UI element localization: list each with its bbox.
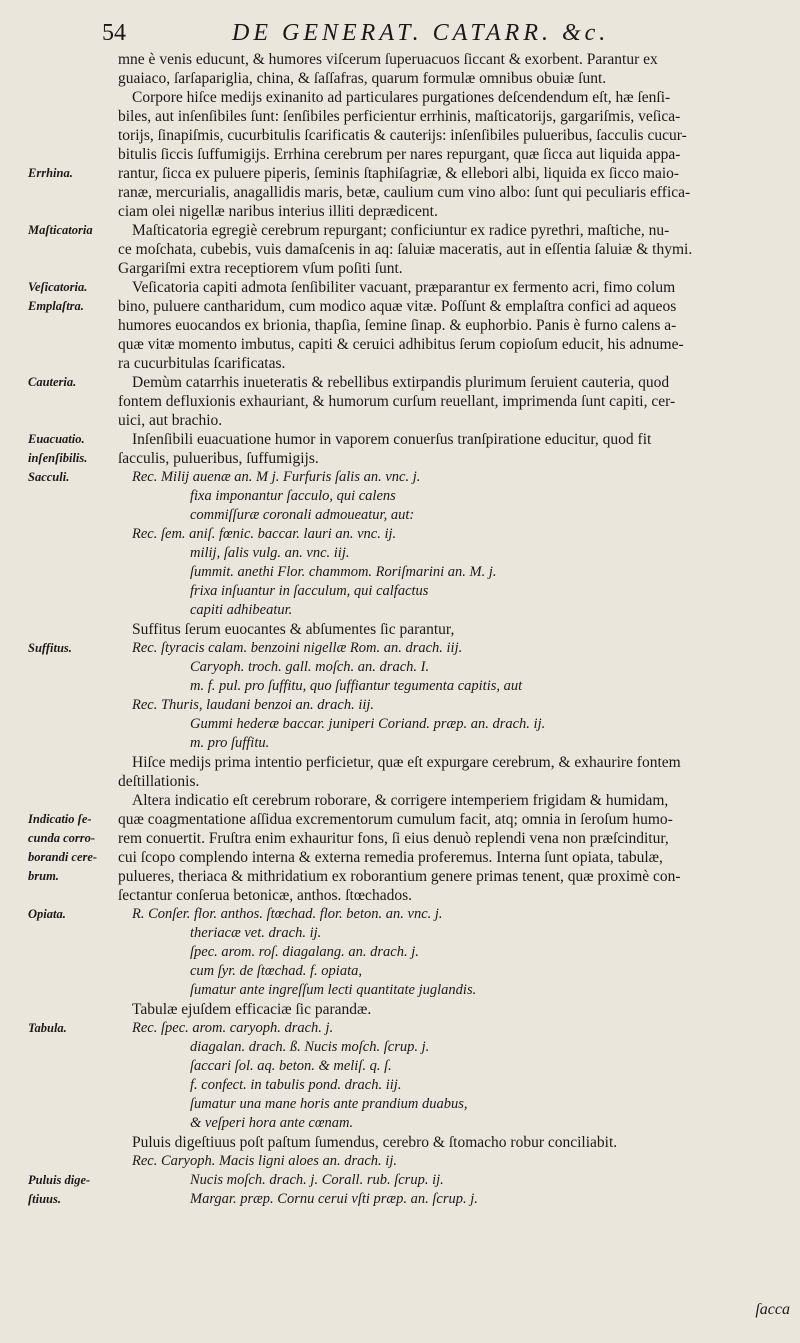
line-text: Rec. ſpec. arom. caryoph. drach. j. — [132, 1020, 334, 1036]
line-text: cui ſcopo complendo interna & externa remedia proferemus. Interna ſunt opiata, tabulæ, — [118, 849, 663, 866]
text-line — [0, 1038, 800, 1057]
line-text: milij, ſalis vulg. an. vnc. iij. — [190, 545, 350, 561]
line-text: Caryoph. troch. gall. moſch. an. drach. I. — [190, 659, 430, 675]
line-text: Corpore hiſce medijs exinanito ad particulares purgationes deſcendendum eſt, hæ ſenſi- — [132, 89, 671, 106]
text-line — [0, 563, 800, 582]
text-line — [0, 981, 800, 1000]
text-line — [0, 335, 800, 354]
line-text: capiti adhibeatur. — [190, 602, 293, 618]
line-text: Demùm catarrhis inueteratis & rebellibus extirpandis plurimum ſeruient cauteria, quod — [132, 374, 670, 391]
text-line — [0, 924, 800, 943]
line-text: rem conuertit. Fruſtra enim exhauritur fons, ſi eius denuò replendi vena non præſcinditur, — [118, 830, 669, 847]
text-line — [0, 753, 800, 772]
text-line — [0, 1133, 800, 1152]
line-text: Rec. ſem. aniſ. fœnic. baccar. lauri an. vnc. ij. — [132, 526, 397, 542]
line-text: Gargariſmi extra receptiorem vſum poſiti ſunt. — [118, 260, 403, 277]
line-text: Margar. præp. Cornu cerui vſti præp. an. ſcrup. j. — [190, 1191, 478, 1207]
line-text: Rec. Caryoph. Macis ligni aloes an. drach. ij. — [132, 1153, 397, 1169]
line-text: Rec. ſtyracis calam. benzoini nigellæ Rom. an. drach. iij. — [132, 640, 463, 656]
line-text: uici, aut brachio. — [118, 412, 223, 429]
text-line — [0, 544, 800, 563]
line-text: f. confect. in tabulis pond. drach. iij. — [190, 1077, 402, 1093]
line-text: Rec. Thuris, laudani benzoi an. drach. iij. — [132, 697, 375, 713]
margin-note: Maſticatoria — [28, 223, 93, 237]
text-line — [0, 1057, 800, 1076]
line-text: ra cucurbitulas ſcarificatas. — [118, 355, 286, 372]
margin-note: brum. — [28, 869, 59, 883]
line-text: ciam olei nigellæ naribus interius illiti deprædicent. — [118, 203, 438, 220]
text-line — [0, 1000, 800, 1019]
line-text: bitulis ſiccis ſuffumigijs. Errhina cerebrum per nares repurgant, quæ ſicca aut liquida appa- — [118, 146, 681, 163]
text-line — [0, 848, 800, 867]
text-line — [0, 1019, 800, 1038]
line-text: Gummi hederæ baccar. juniperi Coriand. præp. an. drach. ij. — [190, 716, 546, 732]
line-text: quæ vitæ momento imbutus, capiti & ceruici adhibitus ſerum copioſum educit, his adnume- — [118, 336, 684, 353]
line-text: biles, aut inſenſibiles ſunt: ſenſibiles perficientur errhinis, maſticatorijs, gargariſmis, veſica- — [118, 108, 681, 125]
text-line — [0, 297, 800, 316]
line-text: rantur, ſicca ex puluere piperis, ſeminis ſtaphiſagriæ, & ellebori albi, liquida ex ſicco maio- — [118, 165, 680, 182]
line-text: cum ſyr. de ſtœchad. f. opiata, — [190, 963, 362, 979]
line-text: ce moſchata, cubebis, vuis damaſcenis in aq: ſaluiæ maceratis, aut in eſſentia ſaluiæ & thymi. — [118, 241, 693, 258]
text-line — [0, 126, 800, 145]
text-line — [0, 734, 800, 753]
line-text: ſummit. anethi Flor. chammom. Roriſmarini an. M. j. — [190, 564, 497, 580]
line-text: deſtillationis. — [118, 773, 200, 790]
text-line — [0, 905, 800, 924]
text-line — [0, 221, 800, 240]
line-text: diagalan. drach. ß. Nucis moſch. ſcrup. j. — [190, 1039, 430, 1055]
line-text: quæ coagmentatione aſſidua excrementorum cumulum facit, atq; omnia in ſeroſum humo- — [118, 811, 673, 828]
line-text: fixa imponantur ſacculo, qui calens — [190, 488, 396, 504]
running-title: DE GENERAT. CATARR. &c. — [232, 20, 610, 46]
text-line — [0, 354, 800, 373]
margin-note: Sacculi. — [28, 470, 70, 484]
text-line — [0, 772, 800, 791]
line-text: Rec. Milij auenæ an. M j. Furfuris ſalis an. vnc. j. — [132, 469, 421, 485]
text-line — [0, 411, 800, 430]
text-line — [0, 1190, 800, 1209]
line-text: frixa inſuantur in ſacculum, qui calfactus — [190, 583, 429, 599]
margin-note: inſenſibilis. — [28, 451, 88, 465]
text-line — [0, 1114, 800, 1133]
text-line — [0, 620, 800, 639]
margin-note: Errhina. — [28, 166, 73, 180]
line-text: m. pro ſuffitu. — [190, 735, 270, 751]
margin-note: Puluis dige- — [28, 1173, 91, 1187]
text-line — [0, 525, 800, 544]
text-line — [0, 791, 800, 810]
line-text: Hiſce medijs prima intentio perficietur, quæ eſt expurgare cerebrum, & exhaurire fontem — [132, 754, 681, 771]
text-line — [0, 677, 800, 696]
text-line — [0, 639, 800, 658]
line-text: mne è venis educunt, & humores viſcerum ſuperuacuos ſiccant & exorbent. Parantur ex — [118, 51, 658, 68]
text-line — [0, 886, 800, 905]
margin-note: cunda corro- — [28, 831, 96, 845]
text-line — [0, 392, 800, 411]
text-line — [0, 1152, 800, 1171]
line-text: Puluis digeſtiuus poſt paſtum ſumendus, cerebro & ſtomacho robur conciliabit. — [132, 1134, 618, 1151]
text-line — [0, 487, 800, 506]
text-line — [0, 183, 800, 202]
page-number: 54 — [102, 20, 126, 46]
margin-note: Suffitus. — [28, 641, 72, 655]
text-line — [0, 373, 800, 392]
line-text: pulueres, theriaca & mithridatium ex roborantium genere primas tenent, quæ proximè con- — [118, 868, 681, 885]
line-text: Nucis moſch. drach. j. Corall. rub. ſcrup. ij. — [190, 1172, 444, 1188]
text-line — [0, 449, 800, 468]
margin-note: Cauteria. — [28, 375, 77, 389]
text-line — [0, 430, 800, 449]
text-line — [0, 601, 800, 620]
text-line — [0, 962, 800, 981]
margin-note: Euacuatio. — [28, 432, 85, 446]
text-line — [0, 88, 800, 107]
text-line — [0, 316, 800, 335]
line-text: commiſſuræ coronali admoueatur, aut: — [190, 507, 415, 523]
text-line — [0, 1171, 800, 1190]
line-text: Maſticatoria egregiè cerebrum repurgant; conficiuntur ex radice pyrethri, maſtiche, nu- — [132, 222, 670, 239]
line-text: torijs, ſinapiſmis, cucurbitulis ſcarificatis & cauterijs: inſenſibiles pulueribus, ſacculis cucur- — [118, 127, 687, 144]
text-line — [0, 1076, 800, 1095]
margin-note: Opiata. — [28, 907, 66, 921]
margin-note: Indicatio ſe- — [28, 812, 92, 826]
text-line — [0, 810, 800, 829]
line-text: ſumatur ante ingreſſum lecti quantitate juglandis. — [190, 982, 477, 998]
text-body — [0, 50, 800, 1209]
text-line — [0, 69, 800, 88]
text-line — [0, 202, 800, 221]
line-text: guaiaco, ſarſapariglia, china, & ſaſſafras, quarum formulæ omnibus obuiæ ſunt. — [118, 70, 607, 87]
line-text: ſectantur conſerua betonicæ, anthos. ſtœchados. — [118, 887, 412, 904]
text-line — [0, 145, 800, 164]
text-line — [0, 1095, 800, 1114]
line-text: ſumatur una mane horis ante prandium duabus, — [190, 1096, 468, 1112]
text-line — [0, 50, 800, 69]
line-text: Altera indicatio eſt cerebrum roborare, & corrigere intemperiem frigidam & humidam, — [132, 792, 669, 809]
text-line — [0, 715, 800, 734]
margin-note: Emplaſtra. — [28, 299, 84, 313]
margin-note: Veſicatoria. — [28, 280, 88, 294]
text-line — [0, 696, 800, 715]
line-text: & veſperi hora ante cœnam. — [190, 1115, 354, 1131]
line-text: bino, puluere cantharidum, cum modico aquæ vitæ. Poſſunt & emplaſtra confici ad aqueos — [118, 298, 677, 315]
line-text: Veſicatoria capiti admota ſenſibiliter vacuant, præparantur ex fermento acri, fimo colum — [132, 279, 676, 296]
text-line — [0, 278, 800, 297]
line-text: R. Conſer. flor. anthos. ſtœchad. flor. beton. an. vnc. j. — [132, 906, 443, 922]
line-text: ſpec. arom. roſ. diagalang. an. drach. j. — [190, 944, 419, 960]
catchword: ſacca — [755, 1301, 790, 1318]
line-text: Suffitus ſerum euocantes & abſumentes ſic parantur, — [132, 621, 455, 638]
text-line — [0, 259, 800, 278]
margin-note: ſtiuus. — [28, 1192, 62, 1206]
margin-note: Tabula. — [28, 1021, 67, 1035]
text-line — [0, 506, 800, 525]
line-text: fontem defluxionis exhauriant, & humorum curſum reuellant, imprimenda ſunt capiti, cer- — [118, 393, 676, 410]
text-line — [0, 829, 800, 848]
text-line — [0, 867, 800, 886]
line-text: Tabulæ ejuſdem efficaciæ ſic parandæ. — [132, 1001, 372, 1018]
text-line — [0, 240, 800, 259]
text-line — [0, 164, 800, 183]
line-text: theriacæ vet. drach. ij. — [190, 925, 322, 941]
margin-note: borandi cere- — [28, 850, 98, 864]
line-text: m. f. pul. pro ſuffitu, quo ſuffiantur tegumenta capitis, aut — [190, 678, 523, 694]
text-line — [0, 658, 800, 677]
page-header — [102, 18, 792, 50]
text-line — [0, 468, 800, 487]
line-text: ſaccari ſol. aq. beton. & meliſ. q. ſ. — [190, 1058, 392, 1074]
text-line — [0, 107, 800, 126]
line-text: humores euocandos ex brionia, thapſia, ſemine ſinap. & euphorbio. Panis è furno calens a- — [118, 317, 677, 334]
text-line — [0, 943, 800, 962]
line-text: ſacculis, pulueribus, ſuffumigijs. — [118, 450, 319, 467]
line-text: Inſenſibili euacuatione humor in vaporem conuerſus tranſpiratione educitur, quod fit — [132, 431, 652, 448]
text-line — [0, 582, 800, 601]
line-text: ranæ, mercurialis, anagallidis maris, betæ, caulium cum vino albo: ſunt qui peculiaris effica- — [118, 184, 691, 201]
